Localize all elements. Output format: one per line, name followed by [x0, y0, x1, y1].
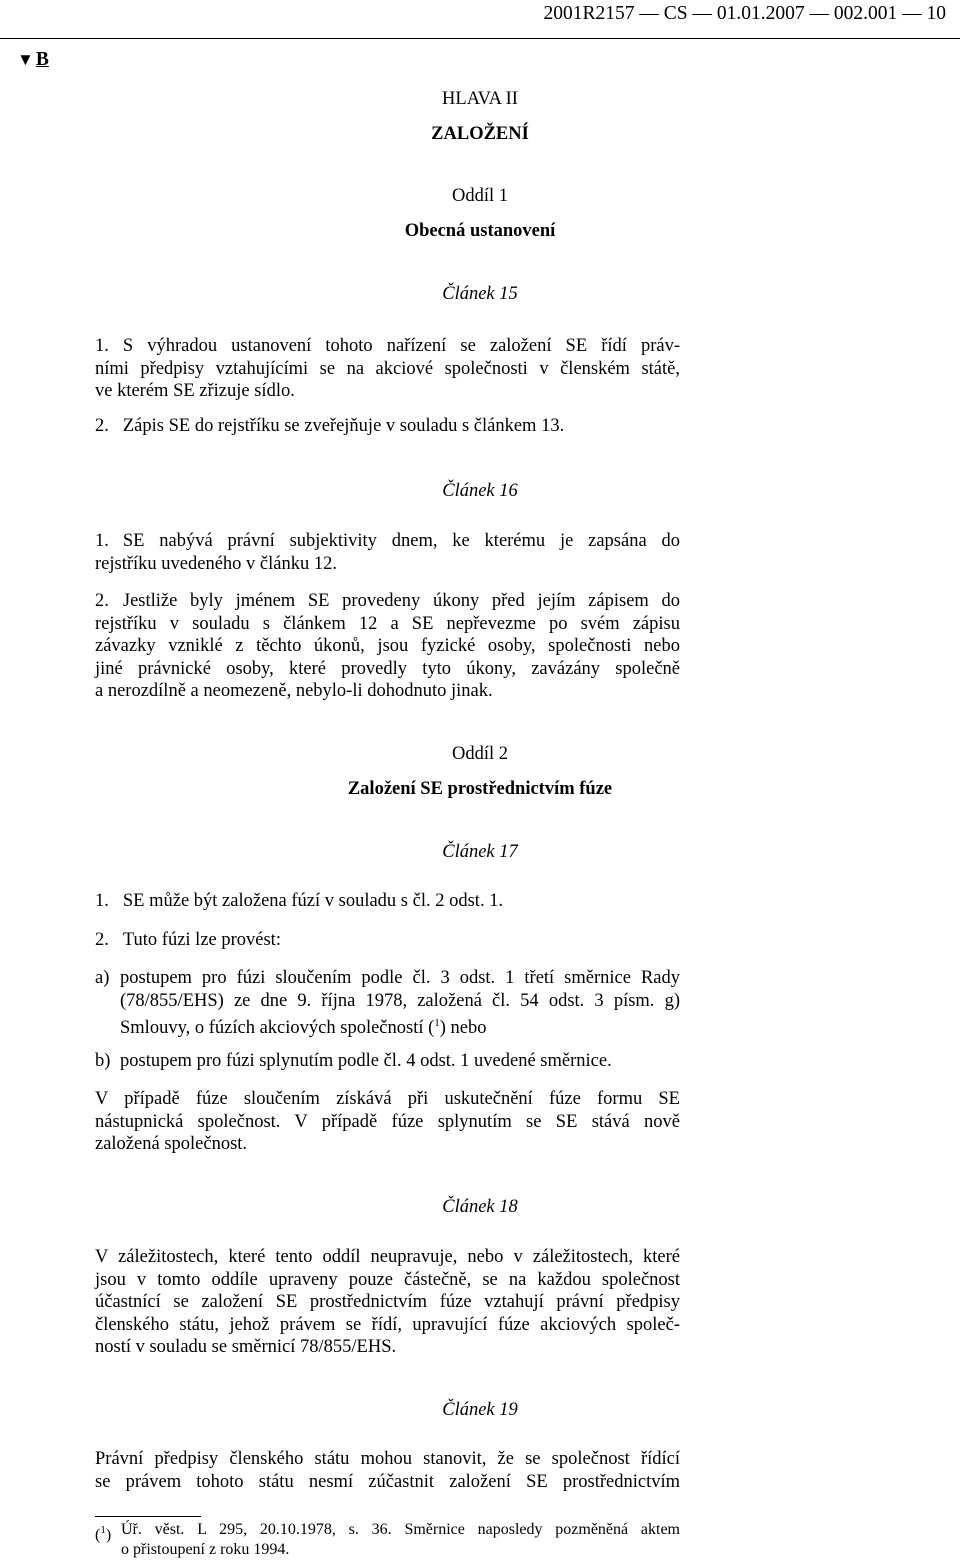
amendment-marker [17, 49, 49, 71]
article-18-title: Článek 18 [442, 1197, 518, 1217]
article-15-paragraph-2: 2. Zápis SE do rejstříku se zveřejňuje v souladu s článkem 13. [95, 416, 565, 436]
list-item-b: b) postupem pro fúzi splynutím podle čl. 4 odst. 1 uvedené směrnice. [95, 1051, 612, 1071]
footnote: ($^1$) Úř. věst. L 295, 20.10.1978, s. 36. Směrnice naposledy pozměněná aktem o přistoupení z roku 1994. [95, 1521, 680, 1558]
article-17-paragraph-2: 2. Tuto fúzi lze provést: [95, 930, 281, 950]
article-17-paragraph-1: 1. SE může být založena fúzí v souladu s čl. 2 odst. 1. [95, 891, 504, 911]
item-label: b) [95, 1051, 111, 1071]
article-16-title: Článek 16 [442, 481, 518, 501]
item-label: a) [95, 968, 110, 988]
section-2-label: Oddíl 2 [451, 744, 508, 764]
paragraph-number: 1. [95, 336, 109, 356]
paragraph-number: 1. [95, 531, 109, 551]
document-header [0, 0, 960, 39]
footnote-reference[interactable]: 1 [434, 1017, 440, 1029]
paragraph-number: 2. [95, 416, 109, 436]
article-15-title: Článek 15 [442, 284, 518, 304]
section-1-label: Oddíl 1 [451, 186, 508, 206]
article-16-paragraph-2: 2. Jestliže byly jménem SE provedeny úkony před jejím zápisem do rejstříku v souladu s článkem 12 a SE nepřevezme po svém zápisu závazky vzniklé z těchto úkonů, jsou fyzické osoby, společnosti nebo jiné právnické osoby, které provedly tyto úkony, zavázány společně a nerozdílně a neomezeně, nebylo-li dohodnuto jinak. [95, 591, 680, 701]
paragraph-number: 2. [95, 591, 109, 611]
article-18-paragraph: V záležitostech, které tento oddíl neupravuje, nebo v záležitostech, které jsou v tomto oddíle upraveny pouze částečně, se na každou společnost účastnící se založení SE prostřednictvím fúze vztahují právní předpisy členského státu, jehož právem se řídí, upravující fúze akciových společ- ností v souladu se směrnicí 78/855/EHS. [95, 1247, 680, 1357]
chapter-label: HLAVA II [442, 89, 518, 109]
footnote-number: ($^1$) [95, 1524, 112, 1544]
document-reference: 2001R2157 — CS — 01.01.2007 — 002.001 — 10 [543, 3, 946, 24]
marker-letter: B [35, 49, 49, 70]
article-16-paragraph-1: 1. SE nabývá právní subjektivity dnem, ke kterému je zapsána do rejstříku uvedeného v článku 12. [95, 531, 680, 574]
article-19-paragraph: Právní předpisy členského státu mohou stanovit, že se společnost řídící se právem tohoto státu nesmí zúčastnit založení SE prostřednictvím [95, 1449, 680, 1492]
section-2-title: Založení SE prostřednictvím fúze [347, 779, 613, 799]
triangle-down-icon: ▼ [17, 50, 34, 69]
paragraph-number: 1. [95, 891, 109, 911]
footnote-divider [95, 1516, 201, 1517]
chapter-title: ZALOŽENÍ [431, 124, 529, 144]
list-item-a: a) postupem pro fúzi sloučením podle čl. 3 odst. 1 třetí směrnice Rady (78/855/EHS) ze dne 9. října 1978, založená čl. 54 odst. 3 písm. g) Smlouvy, o fúzích akciových společností ($^1$) nebo [95, 968, 680, 1039]
article-17-title: Článek 17 [442, 842, 518, 862]
section-1-title: Obecná ustanovení [404, 221, 556, 241]
paragraph-number: 2. [95, 930, 109, 950]
article-17-paragraph-3: V případě fúze sloučením získává při uskutečnění fúze formu SE nástupnická společnost. V případě fúze splynutím se SE stává nově založená společnost. [95, 1089, 680, 1154]
article-15-paragraph-1: 1. S výhradou ustanovení tohoto nařízení se založení SE řídí práv- ními předpisy vztahujícími se na akciové společnosti v členském státě, ve kterém SE zřizuje sídlo. [95, 336, 680, 401]
article-19-title: Článek 19 [442, 1400, 518, 1420]
